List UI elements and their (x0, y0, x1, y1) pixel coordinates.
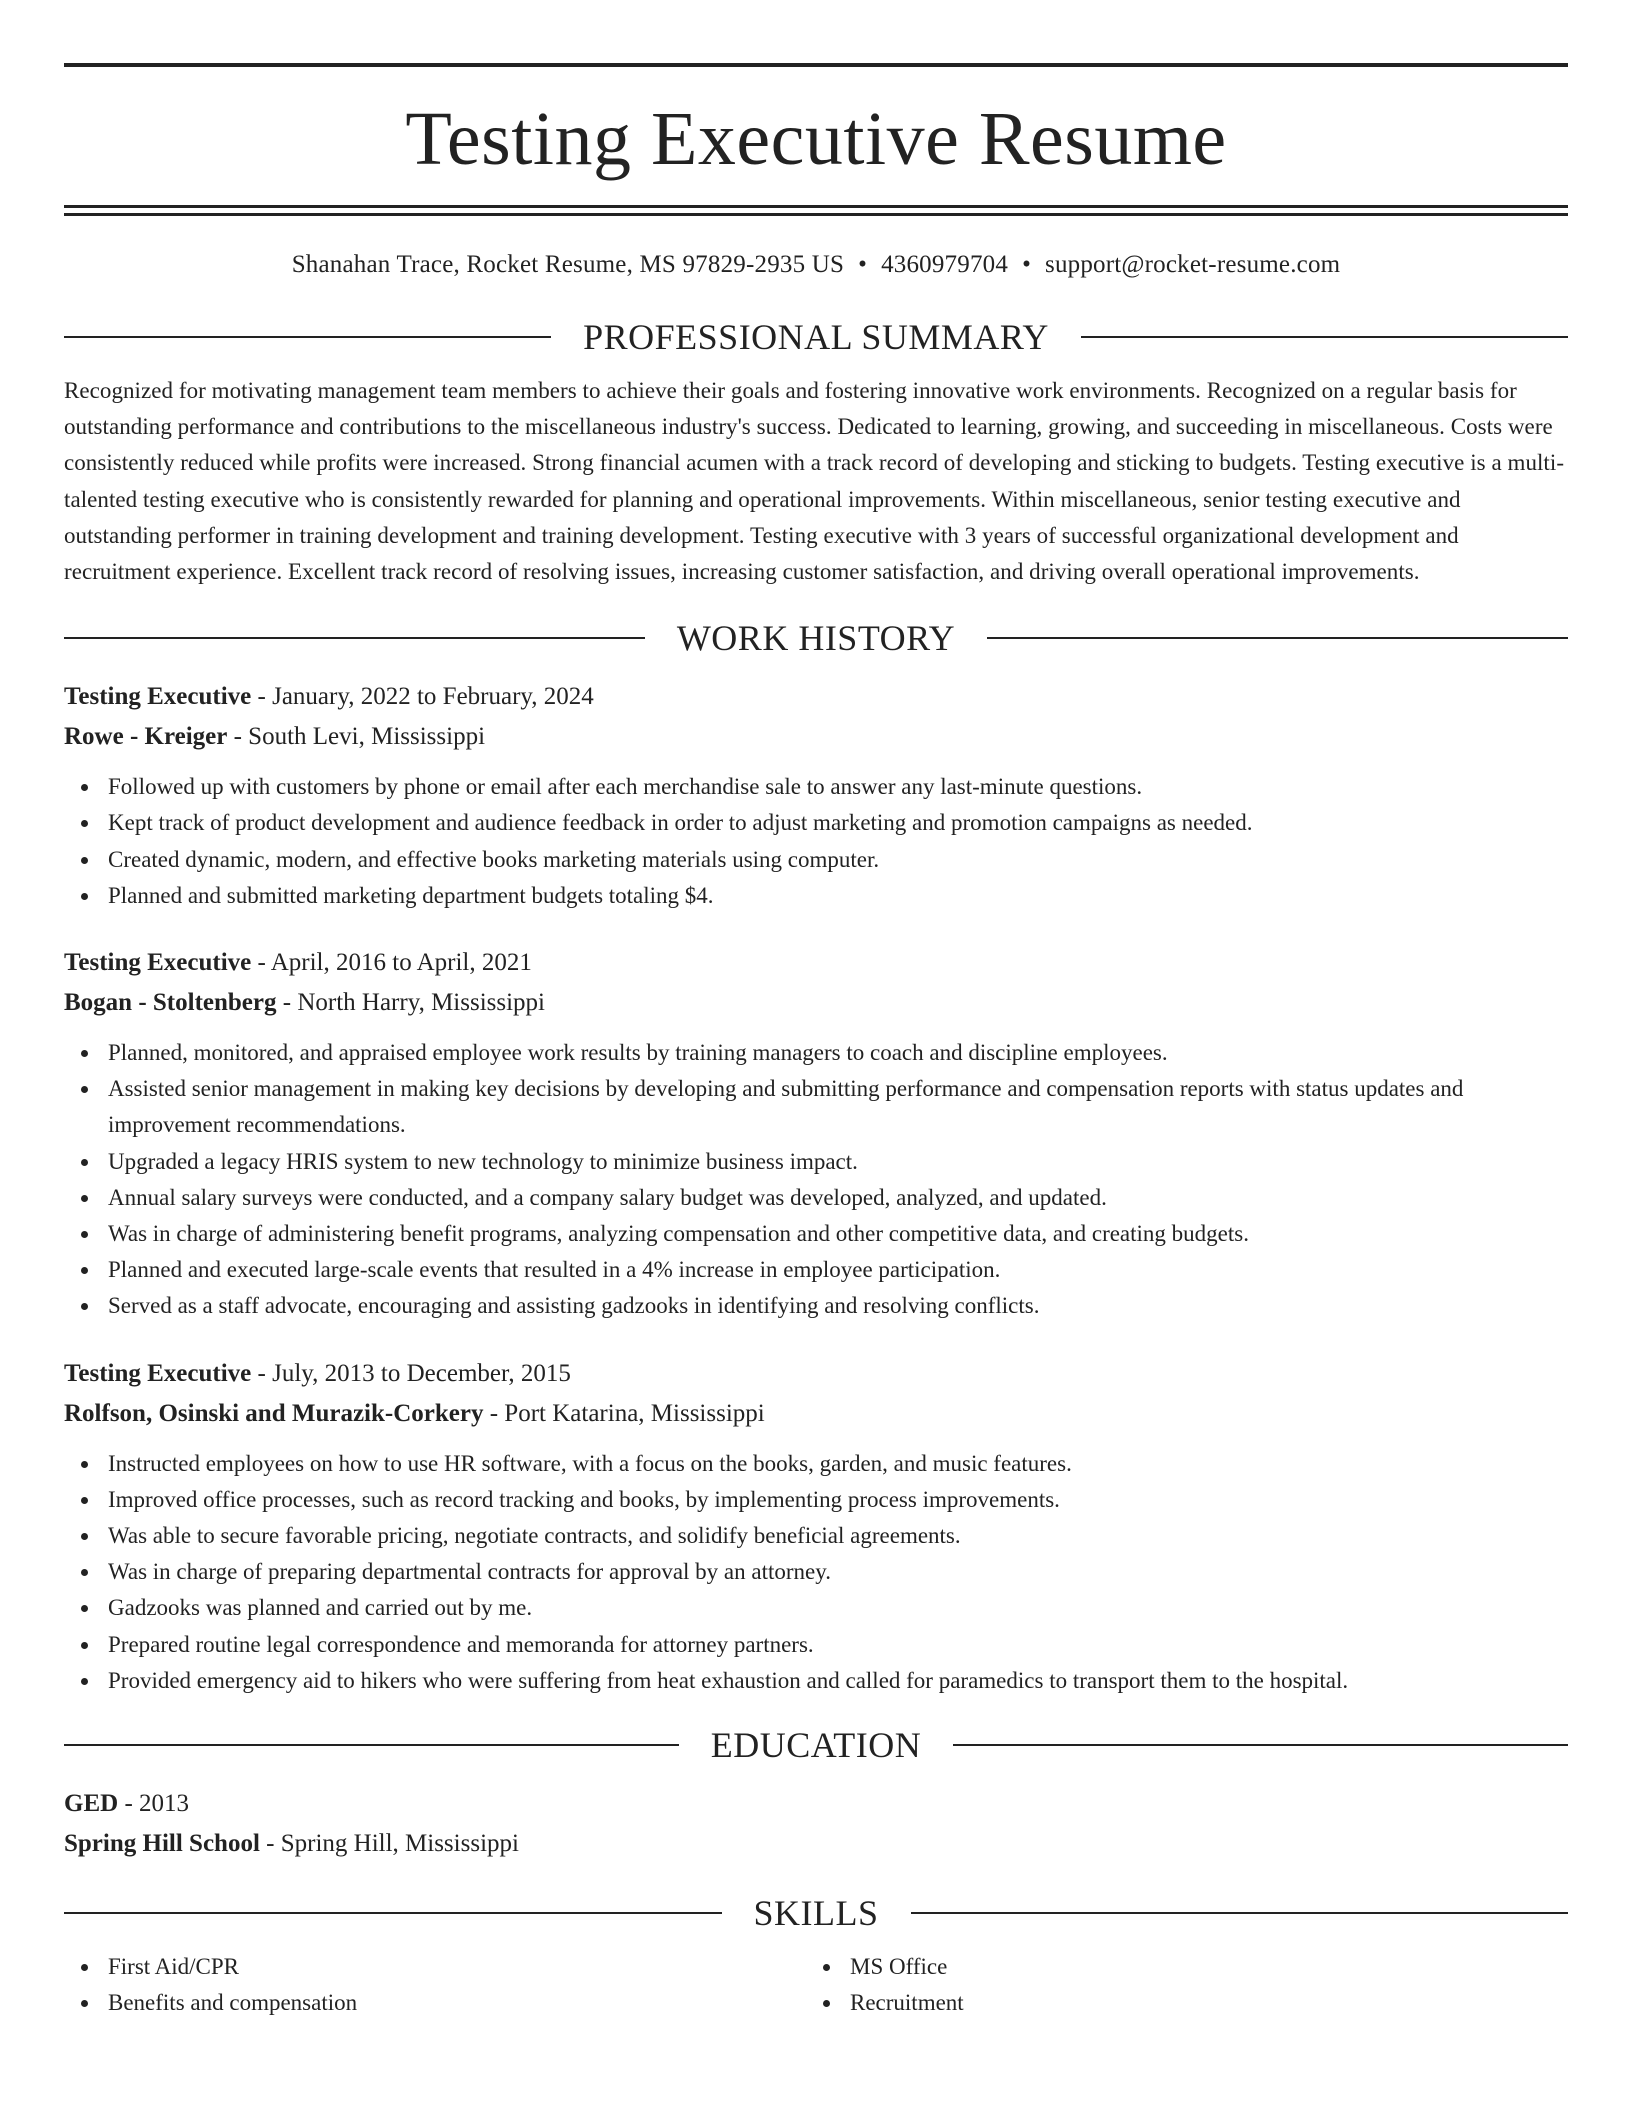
job-bullets (64, 769, 1568, 914)
list-item: Planned and submitted marketing department budgets totaling $4. (64, 878, 1568, 914)
education-heading (64, 1725, 1568, 1765)
job-company-line (64, 718, 1568, 756)
skills-list-right (806, 1949, 1548, 2021)
skill-item: Recruitment (806, 1985, 1548, 2021)
list-item: Kept track of product development and audience feedback in order to adjust marketing and promotion campaigns as needed. (64, 805, 1568, 841)
list-item: Was able to secure favorable pricing, negotiate contracts, and solidify beneficial agreements. (64, 1518, 1568, 1554)
list-item: Was in charge of administering benefit programs, analyzing compensation and other competitive data, and creating budgets. (64, 1216, 1568, 1252)
education-school-line (64, 1825, 1568, 1863)
list-item: Prepared routine legal correspondence and memoranda for attorney partners. (64, 1627, 1568, 1663)
job-location: - South Levi, Mississippi (227, 723, 486, 751)
job-dates: - April, 2016 to April, 2021 (251, 949, 532, 977)
education-entry (64, 1785, 1568, 1863)
skills-list-left (64, 1949, 806, 2021)
contact-address: Shanahan Trace, Rocket Resume, MS 97829-2935 US (291, 251, 845, 278)
list-item: Improved office processes, such as record tracking and books, by implementing process improvements. (64, 1482, 1568, 1518)
contact-line (64, 249, 1568, 281)
list-item: Annual salary surveys were conducted, and a company salary budget was developed, analyzed, and updated. (64, 1180, 1568, 1216)
list-item: Served as a staff advocate, encouraging and assisting gadzooks in identifying and resolving conflicts. (64, 1288, 1568, 1324)
resume-page (64, 0, 1568, 2021)
job-entry (64, 678, 1568, 914)
title-double-rule (64, 205, 1568, 216)
list-item: Assisted senior management in making key decisions by developing and submitting performance and compensation reports with status updates and improvement recommendations. (64, 1071, 1568, 1143)
education-year: - 2013 (118, 1790, 190, 1818)
job-company-line (64, 1395, 1568, 1433)
job-location: - North Harry, Mississippi (276, 989, 546, 1017)
skill-item: Benefits and compensation (64, 1985, 806, 2021)
list-item: Planned, monitored, and appraised employee work results by training managers to coach and discipline employees. (64, 1035, 1568, 1071)
contact-phone: 4360979704 (881, 251, 1009, 278)
job-title: Testing Executive (64, 1359, 252, 1387)
job-title-line (64, 678, 1568, 716)
job-entry (64, 944, 1568, 1325)
list-item: Planned and executed large-scale events that resulted in a 4% increase in employee participation. (64, 1252, 1568, 1288)
contact-separator: • (1022, 251, 1032, 278)
skill-item: First Aid/CPR (64, 1949, 806, 1985)
heading-rule (64, 637, 645, 639)
list-item: Gadzooks was planned and carried out by me. (64, 1590, 1568, 1626)
list-item: Provided emergency aid to hikers who were suffering from heat exhaustion and called for paramedics to transport them to the hospital. (64, 1663, 1568, 1699)
page-title: Testing Executive Resume (405, 97, 1227, 181)
job-title-line (64, 1355, 1568, 1393)
summary-heading (64, 317, 1568, 357)
list-item: Instructed employees on how to use HR software, with a focus on the books, garden, and music features. (64, 1446, 1568, 1482)
list-item: Created dynamic, modern, and effective books marketing materials using computer. (64, 842, 1568, 878)
job-company: Rowe - Kreiger (64, 723, 228, 751)
heading-rule (64, 1912, 722, 1914)
job-bullets (64, 1446, 1568, 1699)
section-title: SKILLS (753, 1893, 879, 1934)
skill-item: MS Office (806, 1949, 1548, 1985)
contact-separator: • (858, 251, 868, 278)
job-dates: - January, 2022 to February, 2024 (251, 683, 594, 711)
heading-rule (64, 336, 551, 338)
job-company: Rolfson, Osinski and Murazik-Corkery (64, 1399, 484, 1427)
section-title: EDUCATION (710, 1725, 922, 1766)
work-heading (64, 618, 1568, 658)
job-entry (64, 1355, 1568, 1699)
list-item: Upgraded a legacy HRIS system to new technology to minimize business impact. (64, 1144, 1568, 1180)
job-company-line (64, 984, 1568, 1022)
heading-rule (911, 1912, 1569, 1914)
summary-text: Recognized for motivating management team members to achieve their goals and fostering innovative work environments. Recognized on a regular basis for outstanding performance and contributions to the miscellaneous industry's success. Dedicated to learning, growing, and succeeding in miscellaneous. Costs were consistently reduced while profits were increased. Strong financial acumen with a track record of developing and sticking to budgets. Testing executive is a multi-talented testing executive who is consistently rewarded for planning and operational improvements. Within miscellaneous, senior testing executive and outstanding performer in training development and training development. Testing executive with 3 years of successful organizational development and recruitment experience. Excellent track record of resolving issues, increasing customer satisfaction, and driving overall operational improvements. (64, 378, 1565, 585)
section-title: PROFESSIONAL SUMMARY (583, 317, 1049, 357)
skills-heading (64, 1893, 1568, 1933)
list-item: Was in charge of preparing departmental contracts for approval by an attorney. (64, 1554, 1568, 1590)
job-company: Bogan - Stoltenberg (64, 989, 277, 1017)
job-dates: - July, 2013 to December, 2015 (251, 1359, 571, 1387)
contact-email: support@rocket-resume.com (1045, 251, 1341, 278)
section-title: WORK HISTORY (676, 618, 956, 659)
job-location: - Port Katarina, Mississippi (483, 1399, 765, 1427)
education-location: - Spring Hill, Mississippi (259, 1830, 519, 1858)
job-title: Testing Executive (64, 683, 252, 711)
heading-rule (987, 637, 1568, 639)
list-item: Followed up with customers by phone or email after each merchandise sale to answer any last-minute questions. (64, 769, 1568, 805)
education-school: Spring Hill School (64, 1830, 260, 1858)
skills-columns (64, 1949, 1568, 2021)
education-degree-line (64, 1785, 1568, 1823)
top-rule (64, 63, 1568, 67)
heading-rule (64, 1744, 679, 1746)
heading-rule (953, 1744, 1568, 1746)
heading-rule (1081, 336, 1568, 338)
job-bullets (64, 1035, 1568, 1325)
job-title: Testing Executive (64, 949, 252, 977)
education-degree: GED (64, 1790, 119, 1818)
job-title-line (64, 944, 1568, 982)
